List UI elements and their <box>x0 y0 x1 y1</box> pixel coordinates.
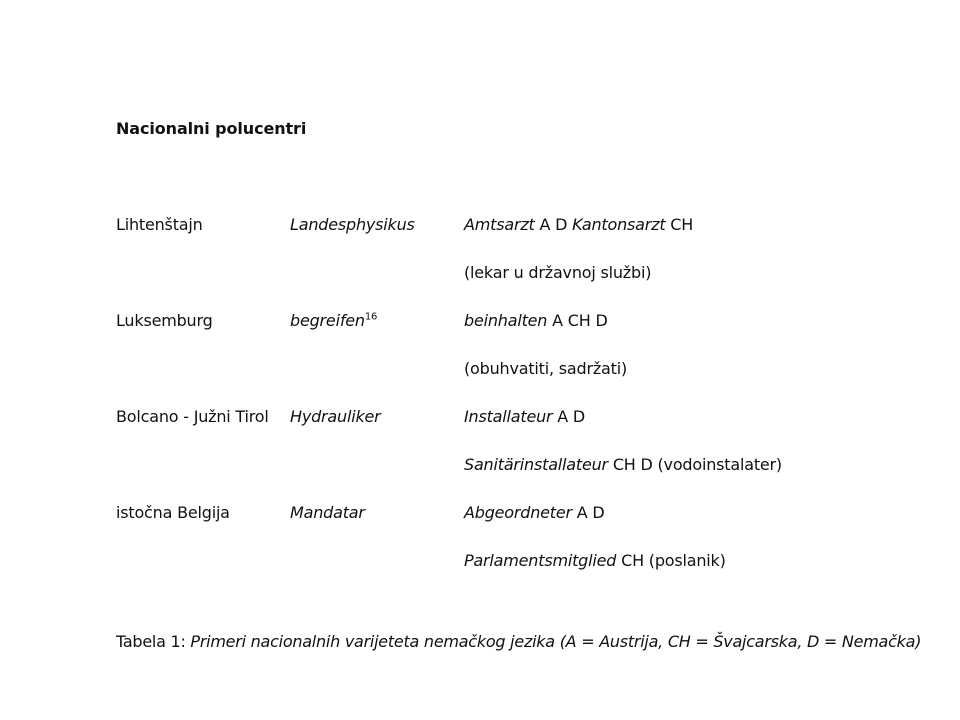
term-note: CH <box>665 215 694 234</box>
local-term-text: begreifen <box>290 311 365 330</box>
term-note: CH D (vodoinstalater) <box>607 455 782 474</box>
caption-text: Primeri nacionalnih varijeteta nemačkog jezika (A = Austrija, CH = Švajcarska, D = Nemačka) <box>190 632 922 651</box>
term-note: A D <box>552 407 586 426</box>
table-row-equivalent-line <box>464 551 726 571</box>
term-note: CH (poslanik) <box>616 551 726 570</box>
table-row-equivalent-line <box>464 503 605 523</box>
table-row-region: Luksemburg <box>116 311 213 330</box>
german-term: Sanitärinstallateur <box>464 455 608 474</box>
german-term: Installateur <box>464 407 553 426</box>
german-term: Abgeordneter <box>464 503 572 522</box>
german-term: beinhalten <box>464 311 548 330</box>
table-caption <box>116 632 921 652</box>
table-row-equivalent-line <box>464 263 651 283</box>
table-row-region: istočna Belgija <box>116 503 230 522</box>
term-note: (lekar u državnoj službi) <box>464 263 652 282</box>
german-term: Kantonsarzt <box>572 215 666 234</box>
table-row-equivalent-line <box>464 359 627 379</box>
section-heading: Nacionalni polucentri <box>116 119 307 138</box>
term-note: A D <box>534 215 573 234</box>
table-row-region: Lihtenštajn <box>116 215 203 234</box>
table-row-equivalent-line <box>464 455 782 475</box>
table-row-region: Bolcano - Južni Tirol <box>116 407 269 426</box>
german-term: Amtsarzt <box>464 215 535 234</box>
german-term: Parlamentsmitglied <box>464 551 617 570</box>
table-row-local-term: Landesphysikus <box>290 215 415 234</box>
caption-label: Tabela 1: <box>116 632 191 651</box>
table-row-local-term: Mandatar <box>290 503 365 522</box>
term-note: A CH D <box>547 311 608 330</box>
table-row-equivalent-line <box>464 215 693 235</box>
table-row-local-term <box>290 311 377 331</box>
footnote-marker: 16 <box>364 311 378 323</box>
term-note: A D <box>571 503 605 522</box>
table-row-equivalent-line <box>464 311 608 331</box>
table-row-local-term: Hydrauliker <box>290 407 381 426</box>
term-note: (obuhvatiti, sadržati) <box>464 359 627 378</box>
table-row-equivalent-line <box>464 407 585 427</box>
